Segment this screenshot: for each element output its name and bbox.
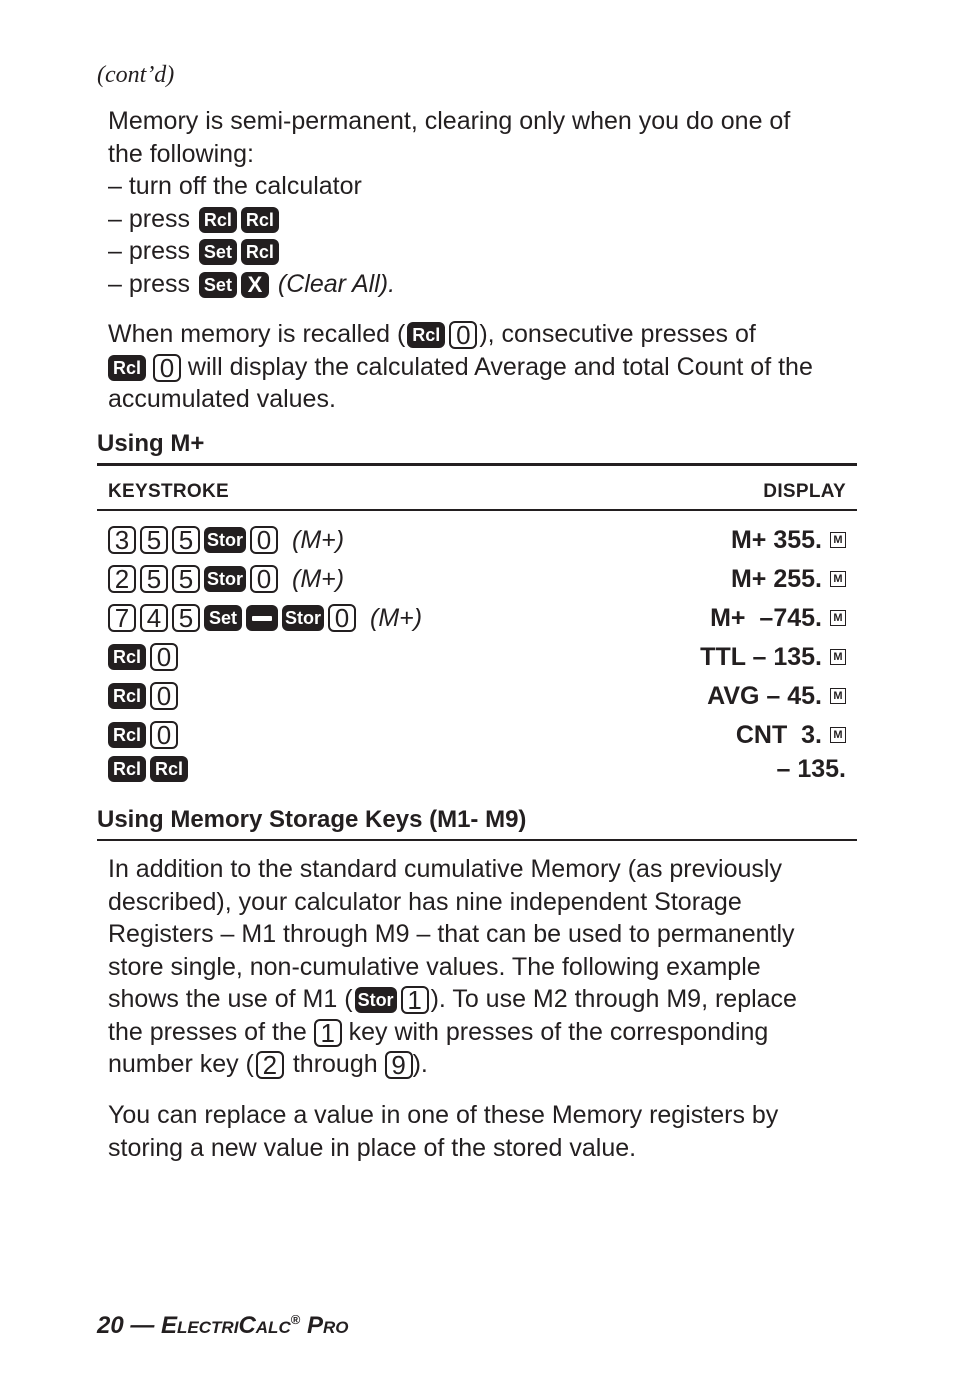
keystroke-sequence xyxy=(108,526,344,555)
footer-brand: ALC xyxy=(255,1318,291,1337)
zero-key: 0 xyxy=(449,321,477,349)
keystroke-row xyxy=(108,601,846,635)
rcl-key: Rcl xyxy=(108,722,146,748)
recall-text: will display the calculated Average and total Count of the xyxy=(187,352,813,381)
mplus-label: (M+) xyxy=(292,564,345,593)
zero-key: 0 xyxy=(153,354,181,382)
replace-text: storing a new value in place of the stored value. xyxy=(108,1133,637,1162)
five-key: 5 xyxy=(172,604,200,632)
storage-text: Registers – M1 through M9 – that can be used to permanently xyxy=(108,920,795,948)
four-key: 4 xyxy=(140,604,168,632)
rcl-key: Rcl xyxy=(241,207,279,233)
recall-paragraph xyxy=(108,318,868,416)
set-key: Set xyxy=(204,605,242,631)
five-key: 5 xyxy=(172,526,200,554)
two-key: 2 xyxy=(108,565,136,593)
display-value xyxy=(707,682,846,711)
x-key: X xyxy=(241,272,269,298)
display-value xyxy=(710,604,846,633)
clear-item-off: – turn off the calculator xyxy=(108,172,362,200)
press-text: – press xyxy=(108,237,190,265)
footer-brand: LECTRI xyxy=(177,1318,239,1337)
set-key: Set xyxy=(199,272,237,298)
divider xyxy=(97,509,857,511)
one-key: 1 xyxy=(314,1019,342,1047)
divider xyxy=(97,839,857,841)
display-value xyxy=(736,721,846,750)
display-column-header: DISPLAY xyxy=(763,481,846,502)
three-key: 3 xyxy=(108,526,136,554)
footer-brand: P xyxy=(300,1312,324,1339)
continued-label: (cont’d) xyxy=(97,62,175,88)
seven-key: 7 xyxy=(108,604,136,632)
storage-text: described), your calculator has nine independent Storage xyxy=(108,887,742,916)
rcl-key: Rcl xyxy=(150,756,188,782)
display-text: AVG – 45. xyxy=(707,681,822,710)
storage-text: store single, non-cumulative values. The following example xyxy=(108,952,761,981)
mplus-label: (M+) xyxy=(370,603,423,632)
display-text: M+ 255. xyxy=(730,564,822,593)
rcl-key: Rcl xyxy=(241,239,279,265)
rcl-key: Rcl xyxy=(108,756,146,782)
keystroke-sequence xyxy=(108,682,178,710)
storage-text: key with presses of the corresponding xyxy=(348,1017,769,1046)
two-key: 2 xyxy=(256,1051,284,1079)
footer-brand: RO xyxy=(323,1318,349,1337)
set-key: Set xyxy=(199,239,237,265)
memory-indicator-icon: M xyxy=(830,649,846,665)
intro-line: the following: xyxy=(108,139,254,168)
using-mplus-heading: Using M+ xyxy=(97,430,205,457)
stor-key: Stor xyxy=(282,605,324,631)
recall-text: accumulated values. xyxy=(108,385,336,413)
storage-text: shows the use of M1 ( xyxy=(108,985,353,1013)
press-text: – press xyxy=(108,204,190,233)
display-value xyxy=(731,565,846,594)
rcl-key: Rcl xyxy=(108,644,146,670)
storage-paragraph xyxy=(108,853,868,1081)
storage-text: ). xyxy=(412,1050,428,1078)
divider xyxy=(97,463,857,466)
storage-keys-heading: Using Memory Storage Keys (M1- M9) xyxy=(97,806,527,833)
zero-key: 0 xyxy=(150,721,178,749)
keystroke-sequence xyxy=(108,756,188,782)
keystroke-sequence xyxy=(108,604,422,633)
stor-key: Stor xyxy=(204,527,246,553)
press-text: – press xyxy=(108,269,190,298)
nine-key: 9 xyxy=(385,1051,413,1079)
footer-brand: E xyxy=(161,1312,178,1339)
rcl-key: Rcl xyxy=(108,355,146,381)
keystroke-sequence xyxy=(108,721,178,749)
keystroke-row xyxy=(108,752,846,786)
memory-clear-paragraph xyxy=(108,105,868,300)
display-text: CNT 3. xyxy=(735,720,822,749)
registered-mark: ® xyxy=(290,1312,301,1327)
display-text: M+ 355. xyxy=(730,525,822,554)
five-key: 5 xyxy=(140,565,168,593)
rcl-key: Rcl xyxy=(108,683,146,709)
zero-key: 0 xyxy=(150,682,178,710)
memory-indicator-icon: M xyxy=(830,532,846,548)
minus-key-icon xyxy=(246,605,278,631)
memory-indicator-icon: M xyxy=(830,688,846,704)
zero-key: 0 xyxy=(328,604,356,632)
keystroke-sequence xyxy=(108,643,178,671)
display-text: M+ –745. xyxy=(710,603,822,632)
zero-key: 0 xyxy=(150,643,178,671)
footer-brand: C xyxy=(238,1312,256,1339)
recall-text: When memory is recalled ( xyxy=(108,320,406,348)
page-number: 20 — xyxy=(97,1312,162,1339)
keystroke-sequence xyxy=(108,565,344,594)
storage-text: through xyxy=(292,1050,378,1078)
display-value xyxy=(700,643,846,672)
clear-item-rcl-rcl xyxy=(108,203,868,236)
replace-paragraph xyxy=(108,1099,868,1164)
stor-key: Stor xyxy=(355,987,397,1013)
memory-indicator-icon: M xyxy=(830,571,846,587)
clear-item-set-rcl xyxy=(108,235,868,268)
storage-text: ). To use M2 through M9, replace xyxy=(430,985,797,1013)
intro-line: Memory is semi-permanent, clearing only when you do one of xyxy=(108,107,791,135)
keystroke-column-header: KEYSTROKE xyxy=(108,481,229,502)
page-footer xyxy=(97,1312,349,1340)
rcl-key: Rcl xyxy=(407,322,445,348)
five-key: 5 xyxy=(140,526,168,554)
zero-key: 0 xyxy=(250,565,278,593)
rcl-key: Rcl xyxy=(199,207,237,233)
one-key: 1 xyxy=(401,986,429,1014)
keystroke-row xyxy=(108,640,846,674)
storage-text: the presses of the xyxy=(108,1017,307,1046)
five-key: 5 xyxy=(172,565,200,593)
keystroke-row xyxy=(108,718,846,752)
stor-key: Stor xyxy=(204,566,246,592)
memory-indicator-icon: M xyxy=(830,727,846,743)
zero-key: 0 xyxy=(250,526,278,554)
keystroke-row xyxy=(108,679,846,713)
keystroke-row xyxy=(108,523,846,557)
display-value xyxy=(776,755,846,784)
clear-all-note: (Clear All). xyxy=(277,269,396,298)
replace-text: You can replace a value in one of these Memory registers by xyxy=(108,1101,779,1129)
display-text: – 135. xyxy=(776,754,846,783)
mplus-label: (M+) xyxy=(292,525,345,554)
clear-item-set-x xyxy=(108,268,868,301)
display-text: TTL – 135. xyxy=(700,642,822,671)
recall-text: ), consecutive presses of xyxy=(479,320,756,348)
storage-text: number key ( xyxy=(108,1050,254,1078)
memory-indicator-icon: M xyxy=(830,610,846,626)
keystroke-row xyxy=(108,562,846,596)
storage-text: In addition to the standard cumulative Memory (as previously xyxy=(108,855,782,883)
display-value xyxy=(731,526,846,555)
